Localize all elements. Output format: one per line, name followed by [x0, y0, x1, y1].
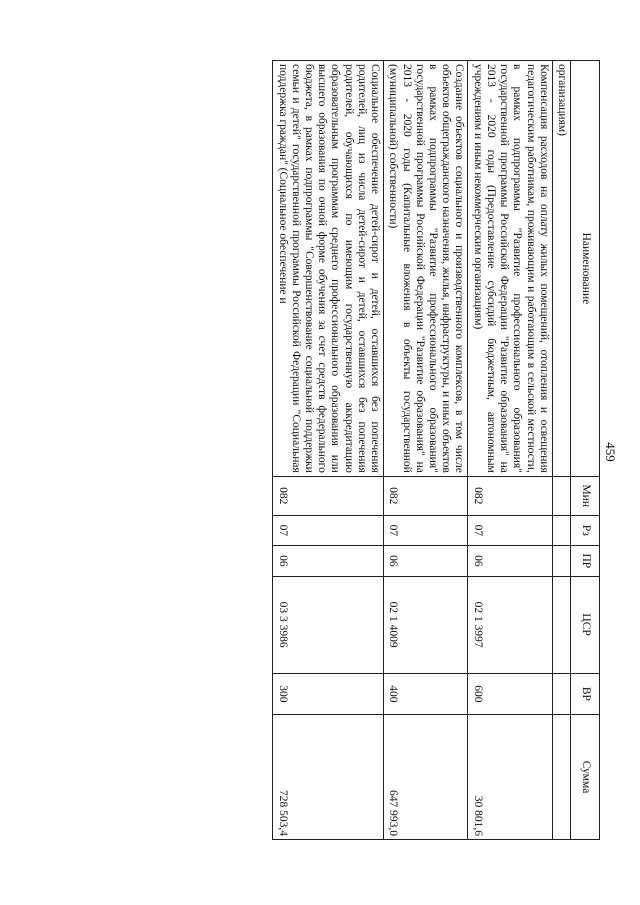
row-name: организациям) [552, 61, 570, 477]
row-sum [552, 715, 570, 840]
row-csr: 02 1 4009 [384, 576, 468, 673]
row-pr: 06 [468, 546, 552, 576]
header-csr: ЦСР [571, 576, 600, 673]
row-rz [552, 515, 570, 545]
row-csr [552, 576, 570, 673]
header-sum: Сумма [571, 715, 600, 840]
row-sum: 30 801,6 [468, 715, 552, 840]
header-vr: ВР [571, 673, 600, 715]
row-min [552, 476, 570, 515]
budget-table [272, 60, 600, 840]
row-sum: 728 503,4 [273, 715, 384, 840]
row-min: 082 [273, 476, 384, 515]
table-header-row [571, 61, 600, 840]
row-csr: 02 1 3997 [468, 576, 552, 673]
row-sum: 647 993,0 [384, 715, 468, 840]
row-vr: 600 [468, 673, 552, 715]
header-min: Мин [571, 476, 600, 515]
row-pr: 06 [273, 546, 384, 576]
row-name: Создание объектов социального и производственного комплексов, в том числе объектов общегражданского назначения, жилья, инфраструктуры, и иных объектов в рамках подпрограммы "Развитие профессионального образования" государственной программы Российской Федерации "Развитие образования" на 2013 - 2020 годы (Капитальные вложения в объекты государственной (муниципальной) собственности) [384, 61, 468, 477]
header-rz: Рз [571, 515, 600, 545]
row-vr: 300 [273, 673, 384, 715]
row-rz: 07 [384, 515, 468, 545]
row-vr: 400 [384, 673, 468, 715]
header-pr: ПР [571, 546, 600, 576]
row-min: 082 [384, 476, 468, 515]
row-name: Компенсация расходов на оплату жилых помещений, отопления и освещения педагогическим работникам, проживающим и работающим в сельской местности, в рамках подпрограммы "Развитие профессионального образования" государственной программы Российской Федерации "Развитие образования" на 2013 - 2020 годы (Предоставление субсидий бюджетным, автономным учреждениям и иным некоммерческим организациям) [468, 61, 552, 477]
row-csr: 03 3 3986 [273, 576, 384, 673]
row-rz: 07 [273, 515, 384, 545]
row-pr [552, 546, 570, 576]
row-rz: 07 [468, 515, 552, 545]
budget-table-sheet [55, 60, 600, 840]
row-name: Социальное обеспечение детей-сирот и детей, оставшихся без попечения родителей, лиц из числа детей-сирот и детей, оставшихся без попечения родителей, обучающихся по имеющим государственную аккредитацию образовательным программам среднего профессионального образования или высшего образования по очной форме обучения за счет средств федерального бюджета, в рамках подпрограммы "Совершенствование социальной поддержки семьи и детей" государственной программы Российской Федерации "Социальная поддержка граждан" (Социальное обеспечение и [273, 61, 384, 477]
table-row [384, 61, 468, 840]
row-min: 082 [468, 476, 552, 515]
table-row [273, 61, 384, 840]
row-vr [552, 673, 570, 715]
page-number: 459 [603, 442, 618, 462]
table-row [468, 61, 552, 840]
header-name: Наименование [571, 61, 600, 477]
row-pr: 06 [384, 546, 468, 576]
table-row [552, 61, 570, 840]
